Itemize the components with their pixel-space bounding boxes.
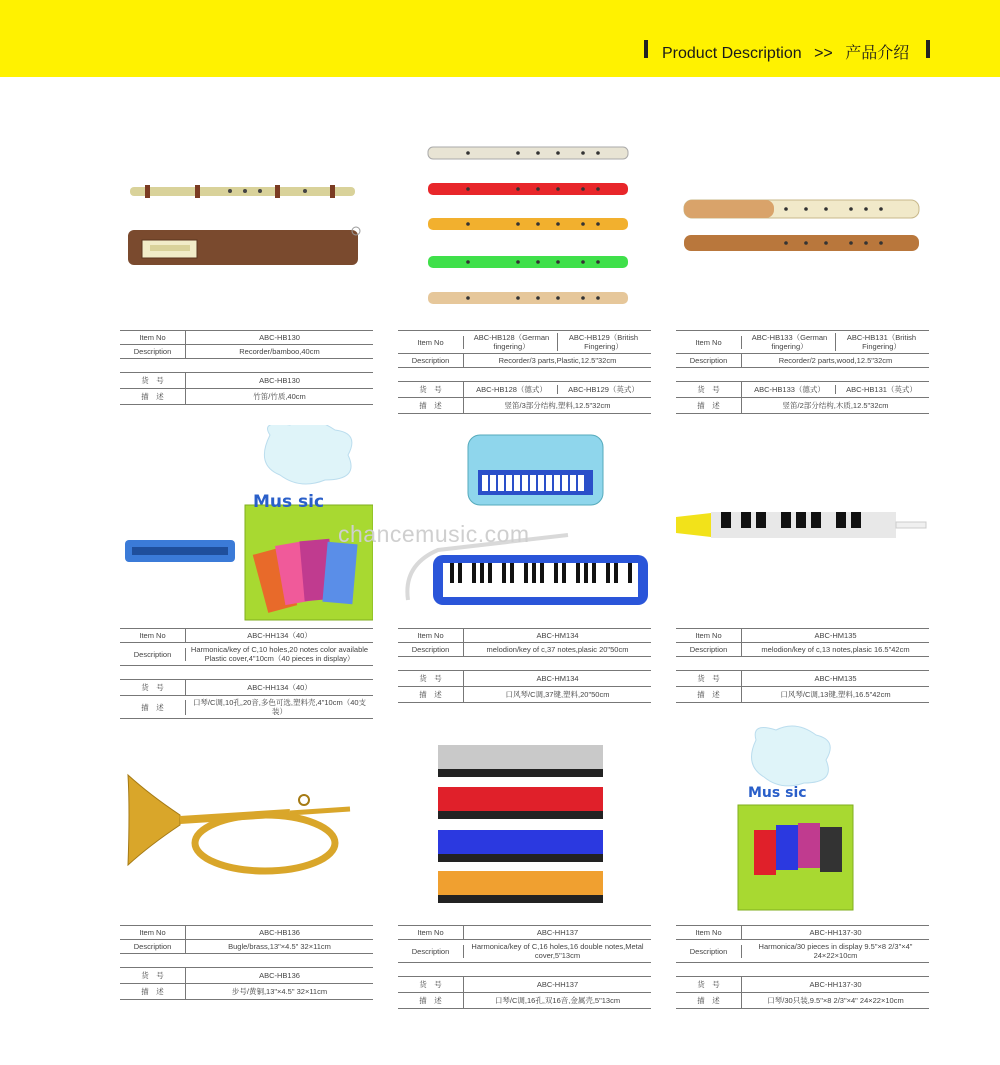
label-huohao: 货 号: [676, 977, 742, 992]
huohao-value: ABC-HH137: [536, 980, 579, 989]
label-item-no: Item No: [676, 926, 742, 939]
label-huohao: 货 号: [398, 671, 464, 686]
plastic-recorders-image: [398, 130, 651, 325]
header-title-cn: 产品介绍: [845, 45, 910, 62]
label-item-no: Item No: [120, 629, 186, 642]
label-miaoshu: 描 述: [120, 700, 186, 715]
wooden-recorders-image: [676, 130, 929, 325]
description-value: Recorder/2 parts,wood,12.5"32cm: [778, 356, 893, 365]
description-value: melodion/key of c,37 notes,plasic 20"50cm: [486, 645, 629, 654]
label-miaoshu: 描 述: [398, 993, 464, 1008]
item-no-value-b: ABC-HB131（British Fingering）: [835, 333, 927, 351]
bugle-image: [120, 725, 373, 920]
description-value: melodion/key of c,13 notes,plasic 16.5"42cm: [761, 645, 910, 654]
display-box-brand: Mus sic: [253, 492, 325, 512]
label-description: Description: [676, 945, 742, 958]
label-huohao: 货 号: [120, 968, 186, 983]
header-banner: [0, 0, 1000, 77]
label-description: Description: [120, 940, 186, 953]
item-no-value: ABC-HH137-30: [809, 928, 862, 937]
miaoshu-value: 口风琴/C调,37键,塑料,20"50cm: [505, 690, 610, 699]
label-description: Description: [676, 643, 742, 656]
spec-table-5: [398, 628, 651, 703]
label-huohao: 货 号: [676, 671, 742, 686]
item-no-value: ABC-HH134（40）: [247, 631, 312, 640]
miaoshu-value: 竖笛/3部分结构,塑料,12.5"32cm: [504, 401, 611, 410]
spec-table-6: [676, 628, 929, 703]
label-item-no: Item No: [676, 336, 742, 349]
miaoshu-value: 口琴/30只装,9.5"×8 2/3"×4" 24×22×10cm: [767, 996, 904, 1005]
label-description: Description: [120, 648, 186, 661]
spec-table-2: [398, 330, 651, 414]
item-no-value: ABC-HH137: [536, 928, 579, 937]
item-no-value-a: ABC-HB133（German fingering）: [751, 333, 828, 351]
description-value: Harmonica/key of C,10 holes,20 notes color available Plastic cover,4"10cm（40 pieces in display）: [190, 645, 369, 663]
label-item-no: Item No: [120, 331, 186, 344]
item-no-value-a: ABC-HB128（German fingering）: [473, 333, 550, 351]
label-description: Description: [398, 945, 464, 958]
item-no-value: ABC-HB136: [259, 928, 300, 937]
huohao-value: ABC-HH137-30: [809, 980, 862, 989]
label-description: Description: [398, 643, 464, 656]
label-miaoshu: 描 述: [120, 984, 186, 999]
header-title-en: Product Description: [662, 45, 802, 62]
huohao-value-a: ABC-HB133（德式）: [754, 385, 825, 394]
bamboo-recorder-image: [120, 130, 373, 325]
melodion-13-image: [676, 425, 929, 625]
label-miaoshu: 描 述: [398, 398, 464, 413]
description-value: Bugle/brass,13"×4.5" 32×11cm: [228, 942, 331, 951]
label-miaoshu: 描 述: [676, 687, 742, 702]
miaoshu-value: 竖笛/2部分结构,木质,12.5"32cm: [782, 401, 889, 410]
label-miaoshu: 描 述: [398, 687, 464, 702]
item-no-value: ABC-HB130: [259, 333, 300, 342]
miaoshu-value: 竹笛/竹质,40cm: [253, 392, 306, 401]
header-title: [662, 40, 917, 63]
label-huohao: 货 号: [676, 382, 742, 397]
label-item-no: Item No: [398, 336, 464, 349]
label-miaoshu: 描 述: [676, 398, 742, 413]
label-item-no: Item No: [676, 629, 742, 642]
huohao-value: ABC-HB130: [259, 376, 300, 385]
harmonica-display-30-image: [676, 725, 929, 920]
spec-table-8: [398, 925, 651, 1009]
label-huohao: 货 号: [120, 373, 186, 388]
header-arrows: >>: [814, 45, 833, 62]
item-no-value: ABC-HM134: [536, 631, 579, 640]
label-description: Description: [120, 345, 186, 358]
label-huohao: 货 号: [398, 977, 464, 992]
item-no-value: ABC-HM135: [814, 631, 857, 640]
label-item-no: Item No: [398, 629, 464, 642]
spec-table-4: [120, 628, 373, 719]
miaoshu-value: 口琴/C调,16孔,双16音,金属壳,5"13cm: [494, 996, 621, 1005]
spec-table-9: [676, 925, 929, 1009]
label-description: Description: [676, 354, 742, 367]
label-miaoshu: 描 述: [676, 993, 742, 1008]
label-huohao: 货 号: [120, 680, 186, 695]
miaoshu-value: 口琴/C调,10孔,20音,多色可选,塑料壳,4"10cm（40支装）: [192, 698, 367, 716]
spec-table-3: [676, 330, 929, 414]
watermark: chancemusic.com: [338, 521, 530, 547]
huohao-value: ABC-HB136: [259, 971, 300, 980]
description-value: Recorder/bamboo,40cm: [239, 347, 320, 356]
label-huohao: 货 号: [398, 382, 464, 397]
description-value: Harmonica/key of C,16 holes,16 double notes,Metal cover,5"13cm: [471, 942, 644, 960]
label-item-no: Item No: [398, 926, 464, 939]
huohao-value-b: ABC-HB131（英式）: [835, 385, 927, 394]
harmonica-display-image: [120, 425, 373, 625]
miaoshu-value: 口风琴/C调,13键,塑料,16.5"42cm: [780, 690, 891, 699]
label-miaoshu: 描 述: [120, 389, 186, 404]
huohao-value: ABC-HM135: [814, 674, 857, 683]
spec-table-1: [120, 330, 373, 405]
huohao-value-b: ABC-HB129（英式）: [557, 385, 649, 394]
label-description: Description: [398, 354, 464, 367]
description-value: Recorder/3 parts,Plastic,12.5"32cm: [498, 356, 617, 365]
header-left-bar: [644, 40, 648, 58]
huohao-value-a: ABC-HB128（德式）: [476, 385, 547, 394]
huohao-value: ABC-HH134（40）: [247, 683, 312, 692]
miaoshu-value: 步号/黄铜,13"×4.5" 32×11cm: [231, 987, 328, 996]
display-box-brand-2: Mus sic: [748, 785, 807, 801]
metal-harmonicas-image: [398, 725, 651, 920]
header-right-bar: [926, 40, 930, 58]
item-no-value-b: ABC-HB129（British Fingering）: [557, 333, 649, 351]
label-item-no: Item No: [120, 926, 186, 939]
description-value: Harmonica/30 pieces in display 9.5"×8 2/3"×4" 24×22×10cm: [758, 942, 913, 960]
huohao-value: ABC-HM134: [536, 674, 579, 683]
spec-table-7: [120, 925, 373, 1000]
